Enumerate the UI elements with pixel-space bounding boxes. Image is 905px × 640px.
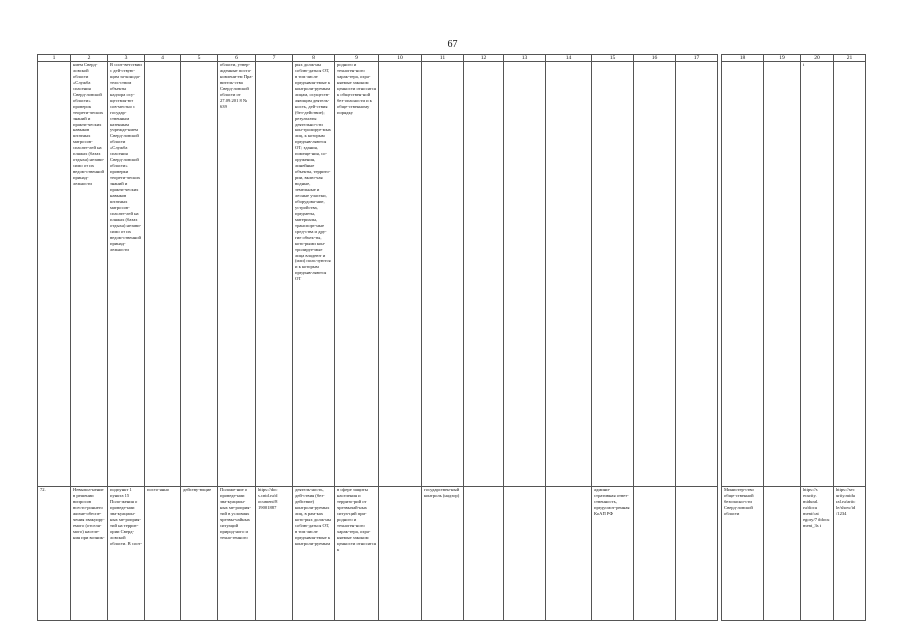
col-number: 5 [181, 55, 218, 62]
col-number: 18 [722, 55, 764, 62]
col-number: 2 [71, 55, 108, 62]
cell-requirement: Невыпол-нение в решении вопросов всесто-роннего жизне-обеспе-чения эвакуиру-емого (отселя-мого) населе-ния при возник- [71, 487, 108, 621]
col-number: 19 [764, 55, 801, 62]
cell-link-20: i [801, 62, 834, 487]
cell-legal-reference: В соот-ветствии с дей-ствую-щим за-конода-тель-ством объекты надзора осу-ществля-ют сов-местно с государ-ственным казенным учрежде-нием Сверд-ловской области «Служба спасения Сверд-ловской области» проверки теорети-ческих знаний и практи-ческих навыков штатных матросов-спасате-лей на пляжах (базах отдыха) незави-симо от их ведом-ственной принад-лежности [108, 62, 145, 487]
col-number: 6 [218, 55, 256, 62]
cell-authority: Министер-ство обще-ственной безопасно-сти Сверд-ловской области [722, 487, 764, 621]
col-number: 11 [422, 55, 464, 62]
cell-status: действу-ющие [181, 487, 218, 621]
col-number: 10 [379, 55, 422, 62]
cell-act-name: Положе-ние о проведе-нии эва-куацион-ных ме-роприя-тий в условиях чрезвы-чайных ситуаций природ-ного и техно-генного [218, 487, 256, 621]
col-number: 17 [676, 55, 718, 62]
col-number: 7 [256, 55, 293, 62]
cell-col17 [676, 487, 718, 621]
col-number: 20 [801, 55, 834, 62]
cell-protected-values: родного и техноген-ного харак-тера, охра-няемые законом ценности относятся к обществен-ной без-опасности и к обще-ственному порядку [335, 62, 379, 487]
col-number: 14 [546, 55, 592, 62]
cell-col13 [504, 487, 546, 621]
cell-col14 [546, 62, 592, 487]
column-number-row [38, 55, 866, 62]
col-number: 15 [592, 55, 634, 62]
table-row [38, 62, 866, 487]
cell-link-21 [834, 62, 866, 487]
register-table [37, 54, 866, 621]
cell-control-type: государствен-ный контроль (надзор) [422, 487, 464, 621]
cell-number [38, 62, 71, 487]
cell-legal-reference: подпункт 1 пункта 15 Поло-жения о проведе-нии эва-куацион-ных ме-роприя-тий на террит-ории Сверд-ловской области. В соот- [108, 487, 145, 621]
cell-periodicity: посто-янно [145, 487, 181, 621]
col-number: 9 [335, 55, 379, 62]
cell-col12 [464, 487, 504, 621]
cell-act-name: области, утвер-жденные поста-новлени-ем Пра-витель-ства Сверд-ловской области от 27.09.201 8 № 639 [218, 62, 256, 487]
table-row [38, 487, 866, 621]
col-number: 3 [108, 55, 145, 62]
cell-number: 72. [38, 487, 71, 621]
cell-col19 [764, 487, 801, 621]
cell-liability [592, 62, 634, 487]
cell-link-21[interactable]: https://sec urity.midu ral.ru/artic le/show/id /1234 [834, 487, 866, 621]
cell-periodicity [145, 62, 181, 487]
cell-status [181, 62, 218, 487]
cell-liability: админи-стративная ответ-ственность, предусмот-ренная КоАП РФ [592, 487, 634, 621]
cell-requirement: нием Сверд-ловской области «Служба спасения Сверд-ловской области» проверок теорети-ческих знаний и практи-ческих навыков штатных матросов-спасате-лей на пляжах (базах отдыха) незави-симо от их ведом-ственной принад-лежности [71, 62, 108, 487]
cell-protected-values: в сфере защиты населения и террито-рий от чрезвычай-ных ситуа-ций при-родного и техноген-ного харак-тера, охра-няемые законом ценности относятся к [335, 487, 379, 621]
cell-col10 [379, 487, 422, 621]
col-number: 12 [464, 55, 504, 62]
cell-act-link [256, 62, 293, 487]
cell-col16 [634, 487, 676, 621]
cell-col16 [634, 62, 676, 487]
col-number: 13 [504, 55, 546, 62]
cell-authority [722, 62, 764, 487]
col-number: 8 [293, 55, 335, 62]
cell-link-20[interactable]: https://s ecurity. midural. ru/docu ment/cat egory/7 #docu ment_3s t [801, 487, 834, 621]
cell-col14 [546, 487, 592, 621]
cell-control-objects: рых долж-ны соблю-даться ОТ, в том числе предъявля-емые к контроли-руемым лицам, осуществ-ляющим деятель-ность, дей-ствия (без-действие); результаты деятельно-сти кон-тролируе-мых лиц, к которым предъяв-ляются ОТ; здания, помеще-ния, со-оружения, линейные объекты, террито-рии, вклю-чая водные, земельные и лесные участки, оборудова-ние, устройства, предметы, материалы, транспорт-ные сред-ства и дру-гие объек-ты, кото-рыми кон-тролируе-мые лица владеют и (или) поль-зуются и к которым предъяв-ляются ОТ [293, 62, 335, 487]
col-number: 4 [145, 55, 181, 62]
col-number: 21 [834, 55, 866, 62]
col-number: 1 [38, 55, 71, 62]
col-number: 16 [634, 55, 676, 62]
page-number: 67 [447, 39, 458, 50]
cell-col17 [676, 62, 718, 487]
cell-control-type [422, 62, 464, 487]
cell-col10 [379, 62, 422, 487]
cell-control-objects: деятель-ность, дей-ствия (без-действие) контроли-руемых лиц, в рам-ках кото-рых долж-ны соблю-даться ОТ, в том числе предъявля-емые к контроли-руемым [293, 487, 335, 621]
cell-col13 [504, 62, 546, 487]
cell-act-link[interactable]: https://doc s.cntd.ru/d ocument/8 19001887 [256, 487, 293, 621]
cell-col19 [764, 62, 801, 487]
cell-col12 [464, 62, 504, 487]
